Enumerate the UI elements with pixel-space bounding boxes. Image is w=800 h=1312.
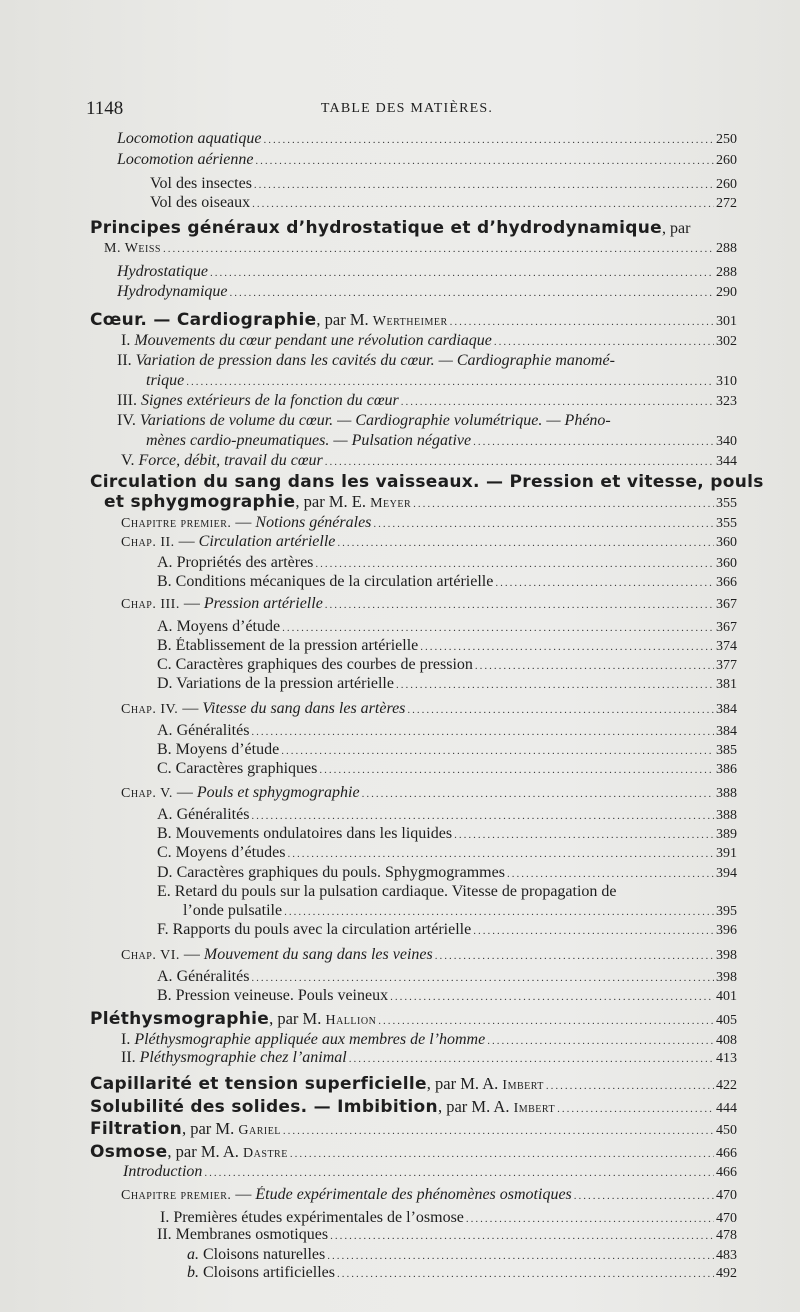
toc-page-number: 466	[716, 1165, 737, 1180]
toc-entry: V. Force, débit, travail du cœur ..... 344	[121, 452, 737, 470]
toc-page-number: 377	[716, 658, 737, 673]
toc-page-number: 466	[716, 1146, 737, 1161]
toc-page-number: 367	[716, 597, 737, 612]
toc-page-number: 290	[716, 285, 737, 300]
toc-entry: Chapitre premier. — Étude expérimentale des phénomènes osmotiques ..... 470	[121, 1186, 737, 1204]
toc-page-number: 450	[716, 1123, 737, 1138]
toc-page-number: 260	[716, 177, 737, 192]
toc-entry: C. Moyens d’études ..... 391	[157, 844, 737, 862]
toc-page-number: 386	[716, 762, 737, 777]
toc-page-number: 288	[716, 241, 737, 256]
toc-page-number: 398	[716, 970, 737, 985]
toc-page-number: 391	[716, 846, 737, 861]
toc-page-number: 355	[716, 496, 737, 511]
toc-page-number: 388	[716, 808, 737, 823]
toc-page-number: 367	[716, 620, 737, 635]
toc-entry: III. Signes extérieurs de la fonction du cœur ..... 323	[117, 392, 737, 410]
toc-page-number: 492	[716, 1266, 737, 1281]
toc-page-number: 470	[716, 1211, 737, 1226]
toc-page-number: 384	[716, 702, 737, 717]
toc-entry: Locomotion aérienne ..... 260	[117, 151, 737, 169]
toc-page-number: 272	[716, 196, 737, 211]
toc-entry: Chapitre premier. — Notions générales ..... 355	[121, 514, 737, 532]
toc-page-number: 385	[716, 743, 737, 758]
toc-entry: D. Variations de la pression artérielle ..... 381	[157, 675, 737, 693]
toc-page-number: 302	[716, 334, 737, 349]
toc-page-number: 405	[716, 1013, 737, 1028]
toc-entry: b. Cloisons artificielles ..... 492	[187, 1264, 737, 1282]
toc-section-entry: et sphygmographie, par M. E. Meyer ..... 355	[104, 492, 737, 512]
toc-page-number: 398	[716, 948, 737, 963]
toc-page-number: 310	[716, 374, 737, 389]
toc-entry: M. Weiss ..... 288	[104, 241, 737, 257]
toc-entry: I. Mouvements du cœur pendant une révolution cardiaque ..... 302	[121, 332, 737, 350]
toc-page-number: 355	[716, 516, 737, 531]
toc-entry: Introduction ..... 466	[123, 1163, 737, 1181]
toc-entry: trique ..... 310	[146, 372, 737, 390]
toc-page-number: 366	[716, 575, 737, 590]
toc-page-number: 470	[716, 1188, 737, 1203]
toc-page-number: 483	[716, 1248, 737, 1263]
toc-entry: C. Caractères graphiques des courbes de pression ..... 377	[157, 656, 737, 674]
toc-section-heading: Principes généraux d’hydrostatique et d’hydrodynamique, par	[90, 218, 691, 238]
toc-entry: A. Propriétés des artères ..... 360	[157, 554, 737, 572]
toc-entry: B. Pression veineuse. Pouls veineux ..... 401	[157, 987, 737, 1005]
toc-section-entry: Capillarité et tension superficielle, par M. A. Imbert ..... 422	[90, 1074, 737, 1094]
toc-entry: mènes cardio-pneumatiques. — Pulsation négative ..... 340	[146, 432, 737, 450]
toc-page-number: 260	[716, 153, 737, 168]
toc-page-number: 374	[716, 639, 737, 654]
toc-entry: Chap. V. — Pouls et sphygmographie ..... 388	[121, 784, 737, 802]
toc-entry: l’onde pulsatile ..... 395	[183, 902, 737, 920]
toc-entry: A. Généralités ..... 398	[157, 968, 737, 986]
toc-entry: A. Généralités ..... 388	[157, 806, 737, 824]
toc-page-number: 381	[716, 677, 737, 692]
toc-page-number: 401	[716, 989, 737, 1004]
toc-entry: A. Moyens d’étude ..... 367	[157, 618, 737, 636]
toc-page-number: 478	[716, 1228, 737, 1243]
toc-page-number: 288	[716, 265, 737, 280]
toc-entry: B. Conditions mécaniques de la circulation artérielle ..... 366	[157, 573, 737, 591]
toc-page-number: 394	[716, 866, 737, 881]
toc-entry: I. Pléthysmographie appliquée aux membres de l’homme ..... 408	[121, 1031, 737, 1049]
toc-entry: Locomotion aquatique ..... 250	[117, 130, 737, 148]
toc-page-number: 389	[716, 827, 737, 842]
toc-entry: B. Moyens d’étude ..... 385	[157, 741, 737, 759]
toc-entry: Chap. III. — Pression artérielle ..... 367	[121, 595, 737, 613]
page-number: 1148	[86, 98, 124, 119]
toc-page-number: 388	[716, 786, 737, 801]
toc-page-number: 344	[716, 454, 737, 469]
page-header	[84, 98, 730, 122]
toc-entry: Hydrostatique ..... 288	[117, 263, 737, 281]
toc-entry: IV. Variations de volume du cœur. — Cardiographie volumétrique. — Phéno-	[117, 412, 611, 429]
toc-entry: a. Cloisons naturelles ..... 483	[187, 1246, 737, 1264]
toc-entry: II. Pléthysmographie chez l’animal ..... 413	[121, 1049, 737, 1067]
toc-entry: Hydrodynamique ..... 290	[117, 283, 737, 301]
toc-section-entry: Solubilité des solides. — Imbibition, par M. A. Imbert ..... 444	[90, 1097, 737, 1117]
toc-entry: D. Caractères graphiques du pouls. Sphygmogrammes ..... 394	[157, 864, 737, 882]
toc-entry: B. Mouvements ondulatoires dans les liquides ..... 389	[157, 825, 737, 843]
toc-entry: II. Membranes osmotiques ..... 478	[157, 1226, 737, 1244]
toc-entry: E. Retard du pouls sur la pulsation cardiaque. Vitesse de propagation de	[157, 883, 617, 900]
toc-page-number: 408	[716, 1033, 737, 1048]
toc-entry: Chap. II. — Circulation artérielle ..... 360	[121, 533, 737, 551]
toc-page-number: 444	[716, 1101, 737, 1116]
toc-section-heading: Circulation du sang dans les vaisseaux. — Pression et vitesse, pouls	[90, 472, 764, 492]
toc-page-number: 323	[716, 394, 737, 409]
toc-page-number: 422	[716, 1078, 737, 1093]
toc-entry: Vol des insectes ..... 260	[150, 175, 737, 193]
toc-section-entry: Osmose, par M. A. Dastre ..... 466	[90, 1142, 737, 1162]
toc-entry: A. Généralités ..... 384	[157, 722, 737, 740]
toc-entry: C. Caractères graphiques ..... 386	[157, 760, 737, 778]
toc-page-number: 250	[716, 132, 737, 147]
toc-entry: Vol des oiseaux ..... 272	[150, 194, 737, 212]
toc-entry: II. Variation de pression dans les cavités du cœur. — Cardiographie manomé-	[117, 352, 615, 369]
running-title: TABLE DES MATIÈRES.	[320, 101, 494, 116]
toc-page-number: 360	[716, 535, 737, 550]
toc-page-number: 360	[716, 556, 737, 571]
toc-entry: F. Rapports du pouls avec la circulation artérielle ..... 396	[157, 921, 737, 939]
toc-page-number: 340	[716, 434, 737, 449]
toc-page-number: 384	[716, 724, 737, 739]
toc-entry: I. Premières études expérimentales de l’osmose ..... 470	[160, 1209, 737, 1227]
toc-section-entry: Pléthysmographie, par M. Hallion ..... 405	[90, 1009, 737, 1029]
toc-section-entry: Filtration, par M. Gariel ..... 450	[90, 1119, 737, 1139]
toc-page-number: 413	[716, 1051, 737, 1066]
toc-section-entry: Cœur. — Cardiographie, par M. Wertheimer ..... 301	[90, 310, 737, 330]
toc-page-number: 395	[716, 904, 737, 919]
toc-entry: B. Établissement de la pression artérielle ..... 374	[157, 637, 737, 655]
toc-entry: Chap. VI. — Mouvement du sang dans les veines ..... 398	[121, 946, 737, 964]
toc-page-number: 301	[716, 314, 737, 329]
toc-page-number: 396	[716, 923, 737, 938]
toc-entry: Chap. IV. — Vitesse du sang dans les artères ..... 384	[121, 700, 737, 718]
